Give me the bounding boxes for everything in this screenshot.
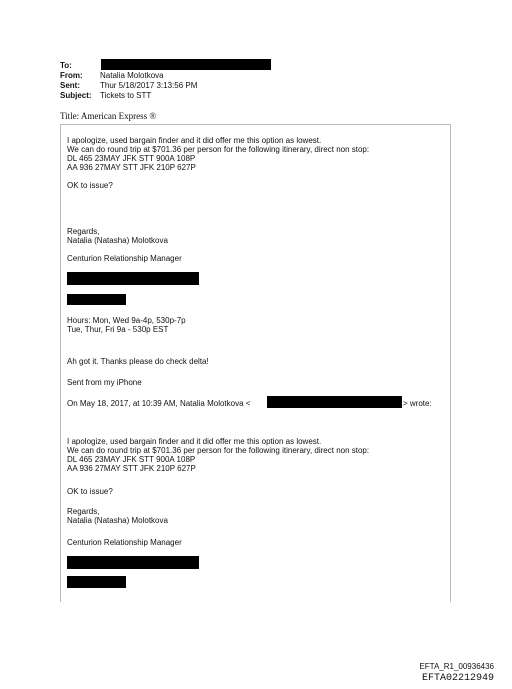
- sent-value: Thur 5/18/2017 3:13:56 PM: [100, 81, 198, 90]
- message-box-left: [60, 124, 61, 602]
- title-line: Title: American Express ®: [60, 111, 157, 121]
- to-label: To:: [60, 61, 72, 70]
- from-label: From:: [60, 71, 83, 80]
- redacted-block-1: [67, 272, 199, 285]
- redacted-block-3: [67, 556, 199, 569]
- redacted-block-2: [67, 294, 126, 305]
- footer-id-2: EFTA02212949: [421, 673, 494, 684]
- redacted-recipient: [101, 59, 271, 70]
- sent-from: Sent from my iPhone: [67, 378, 142, 387]
- msg2-regards: Regards,: [67, 507, 100, 516]
- msg2-role: Centurion Relationship Manager: [67, 538, 182, 547]
- subject-value: Tickets to STT: [100, 91, 152, 100]
- msg1-regards: Regards,: [67, 227, 100, 236]
- footer-id-1: EFTA_R1_00936436: [419, 662, 494, 671]
- quote-intro: On May 18, 2017, at 10:39 AM, Natalia Molotkova <: [67, 399, 251, 408]
- msg1-line2: We can do round trip at $701.36 per person for the following itinerary, direct non stop:: [67, 145, 370, 154]
- quote-end: > wrote:: [403, 399, 432, 408]
- hours-line2: Tue, Thur, Fri 9a - 530p EST: [67, 325, 169, 334]
- msg1-line1: I apologize, used bargain finder and it did offer me this option as lowest.: [67, 136, 322, 145]
- hours-line1: Hours: Mon, Wed 9a-4p, 530p-7p: [67, 316, 186, 325]
- from-value: Natalia Molotkova: [100, 71, 164, 80]
- redacted-block-4: [67, 576, 126, 588]
- msg1-name: Natalia (Natasha) Molotkova: [67, 236, 168, 245]
- msg2-line2: We can do round trip at $701.36 per person for the following itinerary, direct non stop:: [67, 446, 370, 455]
- msg1-question: OK to issue?: [67, 181, 113, 190]
- msg2-line1: I apologize, used bargain finder and it did offer me this option as lowest.: [67, 437, 322, 446]
- msg2-flight1: DL 465 23MAY JFK STT 900A 108P: [67, 455, 196, 464]
- sent-label: Sent:: [60, 81, 80, 90]
- message-box-right: [450, 124, 451, 602]
- msg2-flight2: AA 936 27MAY STT JFK 210P 627P: [67, 464, 196, 473]
- msg2-question: OK to issue?: [67, 487, 113, 496]
- message-box-top: [60, 124, 450, 125]
- redacted-email: [267, 396, 402, 408]
- msg2-name: Natalia (Natasha) Molotkova: [67, 516, 168, 525]
- reply-text: Ah got it. Thanks please do check delta!: [67, 357, 209, 366]
- msg1-role: Centurion Relationship Manager: [67, 254, 182, 263]
- msg1-flight1: DL 465 23MAY JFK STT 900A 108P: [67, 154, 196, 163]
- msg1-flight2: AA 936 27MAY STT JFK 210P 627P: [67, 163, 196, 172]
- subject-label: Subject:: [60, 91, 92, 100]
